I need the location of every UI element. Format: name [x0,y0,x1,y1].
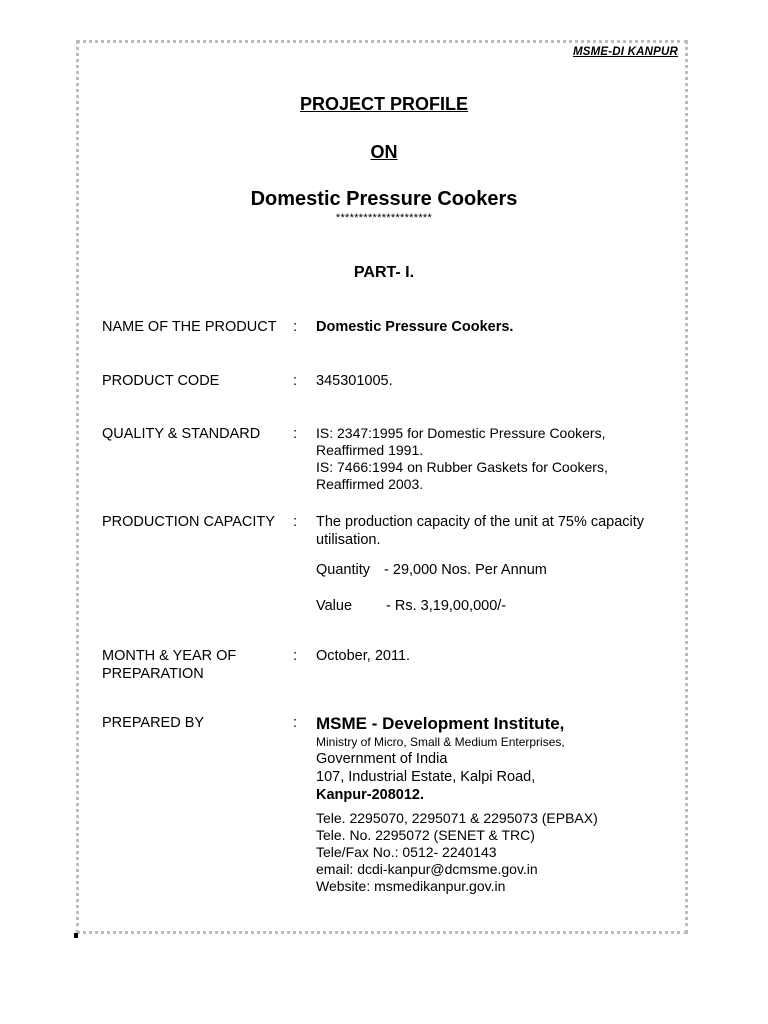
contact-email: email: dcdi-kanpur@dcmsme.gov.in [316,861,538,877]
title-product: Domestic Pressure Cookers [250,188,518,210]
contact-line: Tele. No. 2295072 (SENET & TRC) [316,827,535,843]
contact-website: Website: msmedikanpur.gov.in [316,878,506,894]
quality-line: IS: 7466:1994 on Rubber Gaskets for Cookers, [316,459,608,475]
label-prepared-by: PREPARED BY [102,715,205,731]
capacity-value [316,597,676,615]
colon: : [293,426,298,442]
value-label: Value [316,598,353,614]
colon: : [293,715,298,731]
label-month-year [102,647,288,683]
value-product-name: Domestic Pressure Cookers. [316,319,514,335]
header-tag: MSME-DI KANPUR [572,46,678,58]
city: Kanpur-208012. [316,787,424,803]
title-project-profile: PROJECT PROFILE [299,94,469,114]
part-heading: PART- I. [353,264,415,281]
quality-line: Reaffirmed 1991. [316,442,424,458]
label-month-year-line1: MONTH & YEAR OF [102,648,237,664]
label-product-name: NAME OF THE PRODUCT [102,319,277,335]
value-production-capacity [316,513,676,549]
capacity-quantity [316,561,676,579]
contact-line: Tele/Fax No.: 0512- 2240143 [316,844,497,860]
org-name: MSME - Development Institute, [316,714,565,733]
colon: : [293,373,298,389]
value-product-code: 345301005. [316,373,393,389]
corner-mark [74,933,78,938]
label-quality-standard: QUALITY & STANDARD [102,426,261,442]
value-amount: - Rs. 3,19,00,000/- [386,598,507,614]
capacity-line: The production capacity of the unit at 75% capacity [316,514,645,530]
title-on: ON [370,142,398,162]
value-prepared-by [316,714,676,895]
contact-line: Tele. 2295070, 2295071 & 2295073 (EPBAX) [316,810,598,826]
quality-line: IS: 2347:1995 for Domestic Pressure Cookers, [316,425,606,441]
capacity-line: utilisation. [316,532,381,548]
colon: : [293,648,298,664]
stars-divider: ********************* [335,212,433,224]
label-product-code: PRODUCT CODE [102,373,220,389]
quality-line: Reaffirmed 2003. [316,476,424,492]
quantity-label: Quantity [316,562,370,578]
value-month-year: October, 2011. [316,648,411,664]
colon: : [293,319,298,335]
label-month-year-line2: PREPARATION [102,666,204,682]
address: 107, Industrial Estate, Kalpi Road, [316,769,536,785]
value-quality-standard [316,425,676,493]
label-production-capacity: PRODUCTION CAPACITY [102,514,275,530]
quantity-value: - 29,000 Nos. Per Annum [384,562,547,578]
ministry-name: Ministry of Micro, Small & Medium Enterprises, [316,735,565,749]
colon: : [293,514,298,530]
government: Government of India [316,751,448,767]
